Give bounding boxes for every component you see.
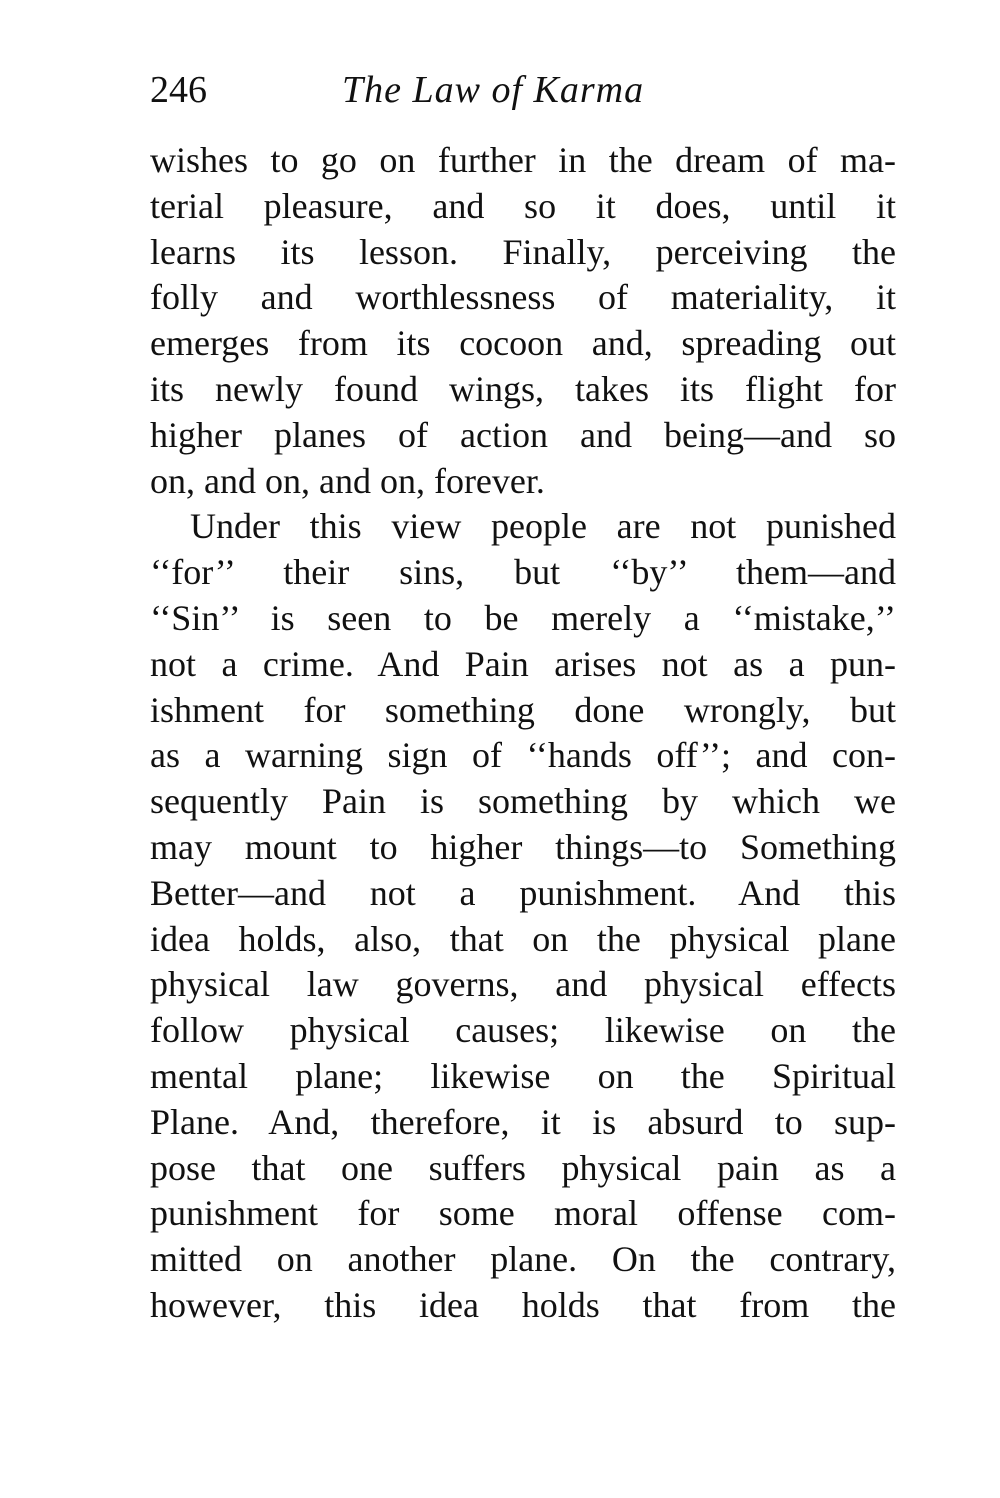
text-line: not a crime. And Pain arises not as a pun- [150,643,896,684]
text-line: may mount to higher things—to Something [150,826,896,867]
text-line: Plane. And, therefore, it is absurd to sup- [150,1101,896,1142]
running-head [150,60,896,120]
text-line: wishes to go on further in the dream of ma- [150,140,896,180]
text-line: sequently Pain is something by which we [150,781,896,822]
text-line: higher planes of action and being—and so [150,414,896,455]
text-line: on, and on, and on, forever. [150,460,545,501]
text-line: punishment for some moral offense com- [150,1193,896,1234]
text-line: emerges from its cocoon and, spreading out [150,323,896,364]
text-line: folly and worthlessness of materiality, it [150,277,896,318]
text-line: ‘‘for’’ their sins, but ‘‘by’’ them—and [150,552,896,593]
text-line: as a warning sign of ‘‘hands off’’; and con- [150,735,896,776]
text-line: learns its lesson. Finally, perceiving the [150,231,896,272]
page-number: 246 [150,69,207,111]
text-line: its newly found wings, takes its flight for [150,368,896,409]
text-line: pose that one suffers physical pain as a [150,1147,896,1188]
text-line: physical law governs, and physical effects [150,964,896,1005]
text-line: Better—and not a punishment. And this [150,872,896,913]
text-line: terial pleasure, and so it does, until it [150,185,896,226]
paragraph-2 [150,504,896,1328]
running-title: The Law of Karma [342,69,645,111]
text-line: ‘‘Sin’’ is seen to be merely a ‘‘mistake,’’ [150,597,896,638]
text-line: follow physical causes; likewise on the [150,1010,896,1051]
text-line: mental plane; likewise on the Spiritual [150,1055,896,1096]
text-line: however, this idea holds that from the [150,1284,896,1325]
text-line: idea holds, also, that on the physical plane [150,918,896,959]
paragraph-1 [150,138,896,504]
text-line: Under this view people are not punished [190,506,896,547]
body-text [150,138,896,1329]
text-line: mitted on another plane. On the contrary, [150,1239,896,1280]
text-line: ishment for something done wrongly, but [150,689,896,730]
book-page [150,60,896,1329]
